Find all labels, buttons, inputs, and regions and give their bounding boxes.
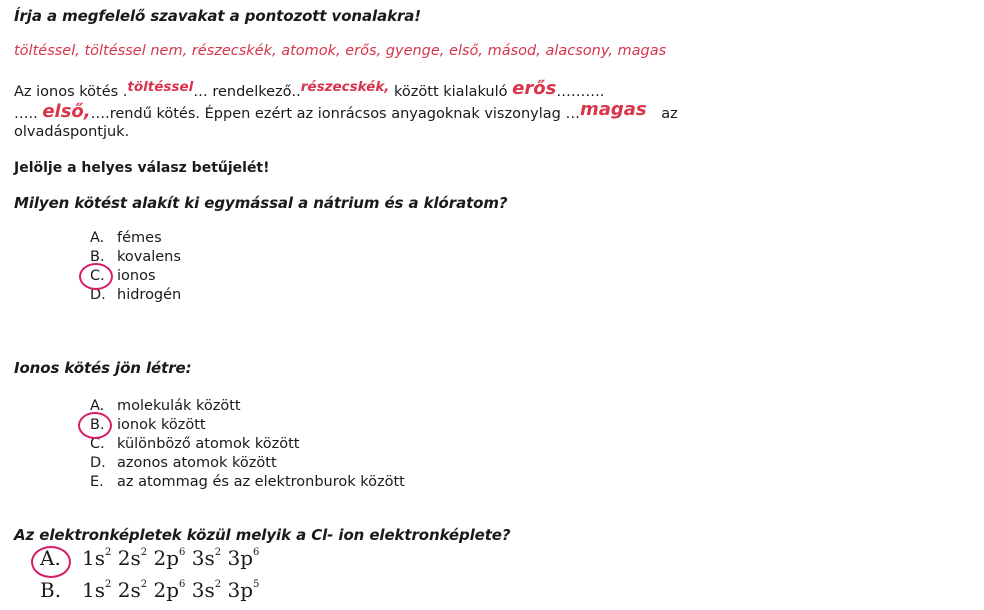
q1-letter-d: D. bbox=[90, 287, 106, 303]
q2-letter-b: B. bbox=[90, 417, 105, 433]
line1-dot: . bbox=[122, 84, 128, 100]
answer-reszecskek: részecskék, bbox=[300, 79, 390, 95]
q1-letter-c: C. bbox=[90, 268, 105, 284]
instruction: Jelölje a helyes válasz betűjelét! bbox=[14, 160, 270, 176]
q2-letter-e: E. bbox=[90, 474, 104, 490]
q2-option-a[interactable] bbox=[90, 398, 241, 414]
task1-line-2 bbox=[14, 99, 678, 123]
q1-letter-b: B. bbox=[90, 249, 105, 265]
answer-magas: magas bbox=[579, 99, 647, 120]
q1-text-c: ionos bbox=[117, 268, 156, 284]
q2-letter-a: A. bbox=[90, 398, 105, 414]
answer-elso: első, bbox=[42, 101, 91, 122]
q2-question: Ionos kötés jön létre: bbox=[14, 359, 192, 377]
q2-option-c[interactable] bbox=[90, 436, 299, 452]
q2-selection-circle bbox=[78, 412, 112, 439]
q3-letter-b: B. bbox=[40, 578, 62, 602]
q3-option-a[interactable] bbox=[40, 546, 259, 570]
q2-text-d: azonos atomok között bbox=[117, 455, 277, 471]
word-bank: töltéssel, töltéssel nem, részecskék, atomok, erős, gyenge, első, másod, alacsony, magas bbox=[14, 43, 667, 59]
q2-text-c: különböző atomok között bbox=[117, 436, 300, 452]
line1-text-1: Az ionos kötés bbox=[14, 84, 119, 100]
q2-text-e: az atommag és az elektronburok között bbox=[117, 474, 405, 490]
q1-selection-circle bbox=[79, 263, 113, 290]
q1-text-a: fémes bbox=[117, 230, 162, 246]
q1-option-a[interactable] bbox=[90, 230, 162, 246]
line2-text-1: ….. bbox=[14, 106, 43, 122]
q3-question: Az elektronképletek közül melyik a Cl- ion elektronképlete? bbox=[14, 526, 511, 544]
line2-text-3: az bbox=[661, 106, 678, 122]
q3-selection-circle bbox=[31, 546, 71, 578]
q1-text-d: hidrogén bbox=[117, 287, 182, 303]
q2-text-b: ionok között bbox=[117, 417, 206, 433]
q2-option-d[interactable] bbox=[90, 455, 277, 471]
q2-text-a: molekulák között bbox=[117, 398, 241, 414]
q1-question: Milyen kötést alakít ki egymással a nátrium és a klóratom? bbox=[14, 194, 508, 212]
q1-option-d[interactable] bbox=[90, 287, 181, 303]
q1-text-b: kovalens bbox=[117, 249, 181, 265]
q2-letter-c: C. bbox=[90, 436, 105, 452]
task1-line-1 bbox=[14, 80, 604, 101]
line2-text-2: ….rendű kötés. Éppen ezért az ionrácsos anyagoknak viszonylag … bbox=[90, 106, 580, 122]
q1-letter-a: A. bbox=[90, 230, 105, 246]
q2-option-e[interactable] bbox=[90, 474, 405, 490]
q3-option-b[interactable] bbox=[40, 578, 259, 602]
q3-config-b: $1s^2$ $2s^2$ $2p^6$ $3s^2$ $3p^5$ bbox=[82, 578, 260, 602]
answer-toltessel: töltéssel bbox=[127, 79, 194, 95]
line1-text-3: között kialakuló bbox=[394, 84, 508, 100]
q1-option-b[interactable] bbox=[90, 249, 181, 265]
line1-text-2: … rendelkező.. bbox=[193, 84, 301, 100]
task1-heading: Írja a megfelelő szavakat a pontozott vonalakra! bbox=[14, 7, 422, 25]
line1-text-4: ………. bbox=[556, 84, 605, 100]
task1-line-3: olvadáspontjuk. bbox=[14, 124, 130, 140]
q3-config-a: $1s^2$ $2s^2$ $2p^6$ $3s^2$ $3p^6$ bbox=[82, 546, 260, 570]
q2-letter-d: D. bbox=[90, 455, 106, 471]
answer-eros: erős bbox=[512, 78, 557, 99]
q3-letter-a: A. bbox=[40, 546, 61, 570]
